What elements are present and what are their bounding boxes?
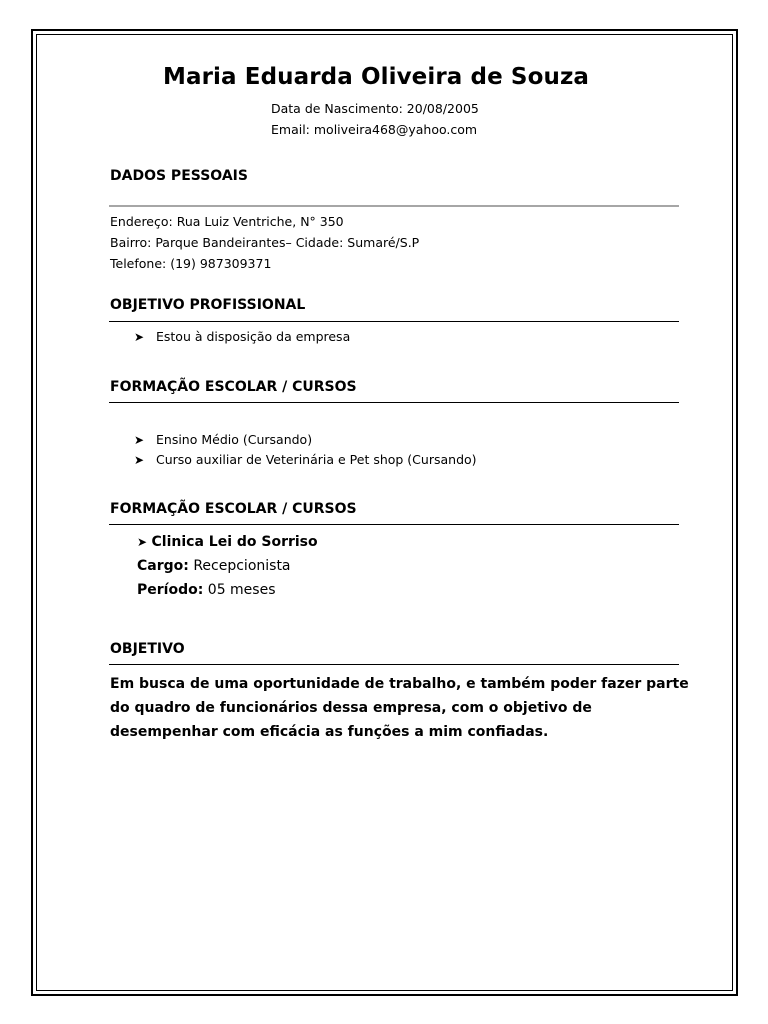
list-item [134,452,477,467]
list-item-text: Estou à disposição da empresa [156,329,351,344]
periodo-label: Período: [137,582,204,598]
address-line: Endereço: Rua Luiz Ventriche, N° 350 [110,214,344,229]
section-divider [109,205,679,207]
email: Email: moliveira468@yahoo.com [271,122,478,137]
arrow-bullet-icon: ➤ [137,535,148,549]
company-name: Clinica Lei do Sorriso [151,534,318,550]
section-divider [109,402,679,403]
birth-date: Data de Nascimento: 20/08/2005 [271,101,479,116]
candidate-name: Maria Eduarda Oliveira de Souza [163,64,590,90]
periodo-line [137,582,276,598]
phone-line: Telefone: (19) 987309371 [110,256,272,271]
arrow-bullet-icon: ➤ [134,432,145,447]
section-divider [109,524,679,525]
arrow-bullet-icon: ➤ [134,329,145,344]
objetivo-paragraph: Em busca de uma oportunidade de trabalho, e também poder fazer parte do quadro de funcionários dessa empresa, com o objetivo de desempenhar com eficácia as funções a mim confiadas. [110,676,689,740]
list-item-text: Curso auxiliar de Veterinária e Pet shop (Cursando) [156,452,477,467]
arrow-bullet-icon: ➤ [134,452,145,467]
section-title-objetivo: OBJETIVO [110,641,185,657]
section-divider [109,664,679,665]
neighborhood-line: Bairro: Parque Bandeirantes– Cidade: Sumaré/S.P [110,235,420,250]
company-line [137,534,318,550]
section-divider [109,321,679,322]
section-title-objetivo-profissional: OBJETIVO PROFISSIONAL [110,297,306,313]
list-item [134,432,312,447]
periodo-value: 05 meses [207,582,276,598]
list-item-text: Ensino Médio (Cursando) [156,432,313,447]
list-item [134,329,350,344]
cargo-line [137,558,291,574]
cargo-label: Cargo: [137,558,189,574]
section-title-dados-pessoais: DADOS PESSOAIS [110,168,248,184]
cargo-value: Recepcionista [193,558,291,574]
section-title-experiencia: FORMAÇÃO ESCOLAR / CURSOS [110,501,357,517]
section-title-formacao: FORMAÇÃO ESCOLAR / CURSOS [110,379,357,395]
